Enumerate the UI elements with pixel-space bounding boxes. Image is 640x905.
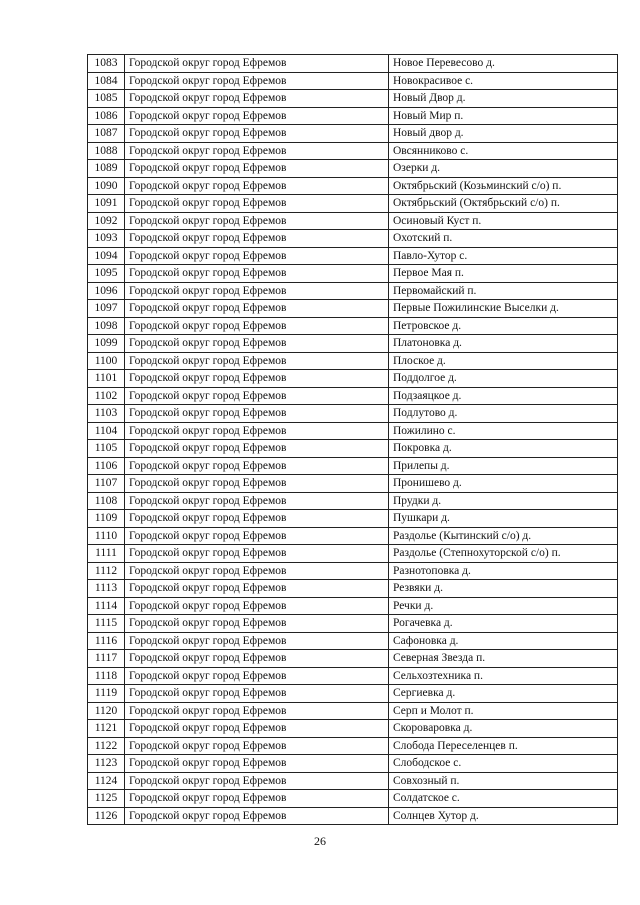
district-cell: Городской округ город Ефремов: [125, 335, 389, 353]
row-number: 1088: [88, 142, 125, 160]
table-row: [88, 405, 618, 423]
district-cell: Городской округ город Ефремов: [125, 755, 389, 773]
table-row: [88, 90, 618, 108]
settlement-cell: Сафоновка д.: [389, 632, 618, 650]
district-cell: Городской округ город Ефремов: [125, 125, 389, 143]
table-row: [88, 457, 618, 475]
settlement-cell: Прилепы д.: [389, 457, 618, 475]
table-row: [88, 352, 618, 370]
table-row: [88, 475, 618, 493]
district-cell: Городской округ город Ефремов: [125, 405, 389, 423]
settlement-cell: Новый Мир п.: [389, 107, 618, 125]
settlement-cell: Пушкари д.: [389, 510, 618, 528]
row-number: 1106: [88, 457, 125, 475]
settlement-cell: Резвяки д.: [389, 580, 618, 598]
district-cell: Городской округ город Ефремов: [125, 317, 389, 335]
table-row: [88, 562, 618, 580]
district-cell: Городской округ город Ефремов: [125, 440, 389, 458]
row-number: 1123: [88, 755, 125, 773]
row-number: 1087: [88, 125, 125, 143]
district-cell: Городской округ город Ефремов: [125, 527, 389, 545]
table-row: [88, 282, 618, 300]
row-number: 1124: [88, 772, 125, 790]
table-row: [88, 790, 618, 808]
district-cell: Городской округ город Ефремов: [125, 632, 389, 650]
row-number: 1116: [88, 632, 125, 650]
table-row: [88, 580, 618, 598]
district-cell: Городской округ город Ефремов: [125, 685, 389, 703]
table-row: [88, 300, 618, 318]
page-number: 26: [314, 834, 326, 848]
district-cell: Городской округ город Ефремов: [125, 562, 389, 580]
table-row: [88, 317, 618, 335]
district-cell: Городской округ город Ефремов: [125, 457, 389, 475]
table-row: [88, 720, 618, 738]
table-row: [88, 387, 618, 405]
row-number: 1115: [88, 615, 125, 633]
settlement-cell: Октябрьский (Октябрьский с/о) п.: [389, 195, 618, 213]
district-cell: Городской округ город Ефремов: [125, 300, 389, 318]
settlement-cell: Речки д.: [389, 597, 618, 615]
table-row: [88, 107, 618, 125]
row-number: 1093: [88, 230, 125, 248]
table-row: [88, 510, 618, 528]
table-row: [88, 422, 618, 440]
row-number: 1089: [88, 160, 125, 178]
district-cell: Городской округ город Ефремов: [125, 772, 389, 790]
row-number: 1112: [88, 562, 125, 580]
table-row: [88, 545, 618, 563]
settlement-cell: Серп и Молот п.: [389, 702, 618, 720]
row-number: 1085: [88, 90, 125, 108]
district-cell: Городской округ город Ефремов: [125, 387, 389, 405]
district-cell: Городской округ город Ефремов: [125, 807, 389, 825]
settlement-cell: Пожилино с.: [389, 422, 618, 440]
district-cell: Городской округ город Ефремов: [125, 212, 389, 230]
row-number: 1097: [88, 300, 125, 318]
table-row: [88, 755, 618, 773]
row-number: 1092: [88, 212, 125, 230]
district-cell: Городской округ город Ефремов: [125, 580, 389, 598]
table-row: [88, 125, 618, 143]
settlement-cell: Плоское д.: [389, 352, 618, 370]
settlement-cell: Павло-Хутор с.: [389, 247, 618, 265]
table-row: [88, 440, 618, 458]
settlement-cell: Прудки д.: [389, 492, 618, 510]
row-number: 1120: [88, 702, 125, 720]
table-row: [88, 72, 618, 90]
district-cell: Городской округ город Ефремов: [125, 597, 389, 615]
settlements-table: [87, 54, 618, 825]
district-cell: Городской округ город Ефремов: [125, 667, 389, 685]
row-number: 1104: [88, 422, 125, 440]
settlement-cell: Первое Мая п.: [389, 265, 618, 283]
table-row: [88, 247, 618, 265]
table-row: [88, 807, 618, 825]
table-row: [88, 632, 618, 650]
district-cell: Городской округ город Ефремов: [125, 90, 389, 108]
district-cell: Городской округ город Ефремов: [125, 107, 389, 125]
district-cell: Городской округ город Ефремов: [125, 737, 389, 755]
district-cell: Городской округ город Ефремов: [125, 265, 389, 283]
settlement-cell: Подлутово д.: [389, 405, 618, 423]
settlement-cell: Пронишево д.: [389, 475, 618, 493]
table-row: [88, 772, 618, 790]
table-row: [88, 597, 618, 615]
settlement-cell: Озерки д.: [389, 160, 618, 178]
settlement-cell: Покровка д.: [389, 440, 618, 458]
table-row: [88, 737, 618, 755]
row-number: 1102: [88, 387, 125, 405]
district-cell: Городской округ город Ефремов: [125, 142, 389, 160]
district-cell: Городской округ город Ефремов: [125, 72, 389, 90]
row-number: 1110: [88, 527, 125, 545]
row-number: 1086: [88, 107, 125, 125]
settlement-cell: Поддолгое д.: [389, 370, 618, 388]
settlement-cell: Солдатское с.: [389, 790, 618, 808]
settlement-cell: Сергиевка д.: [389, 685, 618, 703]
row-number: 1100: [88, 352, 125, 370]
district-cell: Городской округ город Ефремов: [125, 160, 389, 178]
district-cell: Городской округ город Ефремов: [125, 492, 389, 510]
settlement-cell: Разнотоповка д.: [389, 562, 618, 580]
row-number: 1105: [88, 440, 125, 458]
table-row: [88, 230, 618, 248]
row-number: 1107: [88, 475, 125, 493]
settlement-cell: Подзаяцкое д.: [389, 387, 618, 405]
table-row: [88, 160, 618, 178]
row-number: 1099: [88, 335, 125, 353]
row-number: 1114: [88, 597, 125, 615]
row-number: 1083: [88, 55, 125, 73]
settlements-table-body: [88, 55, 618, 825]
district-cell: Городской округ город Ефремов: [125, 282, 389, 300]
settlement-cell: Слободское с.: [389, 755, 618, 773]
settlement-cell: Новое Перевесово д.: [389, 55, 618, 73]
table-row: [88, 212, 618, 230]
table-row: [88, 55, 618, 73]
settlement-cell: Октябрьский (Козьминский с/о) п.: [389, 177, 618, 195]
row-number: 1084: [88, 72, 125, 90]
settlement-cell: Слобода Переселенцев п.: [389, 737, 618, 755]
district-cell: Городской округ город Ефремов: [125, 247, 389, 265]
settlement-cell: Раздолье (Кытинский с/о) д.: [389, 527, 618, 545]
row-number: 1094: [88, 247, 125, 265]
district-cell: Городской округ город Ефремов: [125, 475, 389, 493]
district-cell: Городской округ город Ефремов: [125, 195, 389, 213]
district-cell: Городской округ город Ефремов: [125, 545, 389, 563]
table-row: [88, 702, 618, 720]
table-row: [88, 265, 618, 283]
row-number: 1098: [88, 317, 125, 335]
row-number: 1090: [88, 177, 125, 195]
district-cell: Городской округ город Ефремов: [125, 650, 389, 668]
settlement-cell: Петровское д.: [389, 317, 618, 335]
table-row: [88, 195, 618, 213]
settlement-cell: Первые Пожилинские Выселки д.: [389, 300, 618, 318]
table-row: [88, 177, 618, 195]
settlement-cell: Овсянниково с.: [389, 142, 618, 160]
district-cell: Городской округ город Ефремов: [125, 510, 389, 528]
row-number: 1121: [88, 720, 125, 738]
table-row: [88, 667, 618, 685]
row-number: 1108: [88, 492, 125, 510]
row-number: 1113: [88, 580, 125, 598]
row-number: 1119: [88, 685, 125, 703]
district-cell: Городской округ город Ефремов: [125, 230, 389, 248]
district-cell: Городской округ город Ефремов: [125, 55, 389, 73]
district-cell: Городской округ город Ефремов: [125, 177, 389, 195]
row-number: 1111: [88, 545, 125, 563]
settlement-cell: Новый двор д.: [389, 125, 618, 143]
settlement-cell: Раздолье (Степнохуторской с/о) п.: [389, 545, 618, 563]
row-number: 1091: [88, 195, 125, 213]
settlement-cell: Новокрасивое с.: [389, 72, 618, 90]
district-cell: Городской округ город Ефремов: [125, 790, 389, 808]
row-number: 1109: [88, 510, 125, 528]
row-number: 1122: [88, 737, 125, 755]
row-number: 1103: [88, 405, 125, 423]
row-number: 1125: [88, 790, 125, 808]
settlement-cell: Сельхозтехника п.: [389, 667, 618, 685]
row-number: 1096: [88, 282, 125, 300]
row-number: 1126: [88, 807, 125, 825]
table-row: [88, 335, 618, 353]
district-cell: Городской округ город Ефремов: [125, 422, 389, 440]
settlement-cell: Скороваровка д.: [389, 720, 618, 738]
table-row: [88, 370, 618, 388]
settlement-cell: Платоновка д.: [389, 335, 618, 353]
district-cell: Городской округ город Ефремов: [125, 370, 389, 388]
settlement-cell: Охотский п.: [389, 230, 618, 248]
settlement-cell: Солнцев Хутор д.: [389, 807, 618, 825]
district-cell: Городской округ город Ефремов: [125, 702, 389, 720]
table-row: [88, 142, 618, 160]
district-cell: Городской округ город Ефремов: [125, 352, 389, 370]
settlement-cell: Северная Звезда п.: [389, 650, 618, 668]
district-cell: Городской округ город Ефремов: [125, 720, 389, 738]
table-row: [88, 492, 618, 510]
table-row: [88, 685, 618, 703]
row-number: 1118: [88, 667, 125, 685]
row-number: 1117: [88, 650, 125, 668]
settlement-cell: Первомайский п.: [389, 282, 618, 300]
table-row: [88, 650, 618, 668]
settlement-cell: Новый Двор д.: [389, 90, 618, 108]
settlement-cell: Рогачевка д.: [389, 615, 618, 633]
table-row: [88, 615, 618, 633]
settlement-cell: Совхозный п.: [389, 772, 618, 790]
row-number: 1095: [88, 265, 125, 283]
settlement-cell: Осиновый Куст п.: [389, 212, 618, 230]
table-row: [88, 527, 618, 545]
district-cell: Городской округ город Ефремов: [125, 615, 389, 633]
row-number: 1101: [88, 370, 125, 388]
